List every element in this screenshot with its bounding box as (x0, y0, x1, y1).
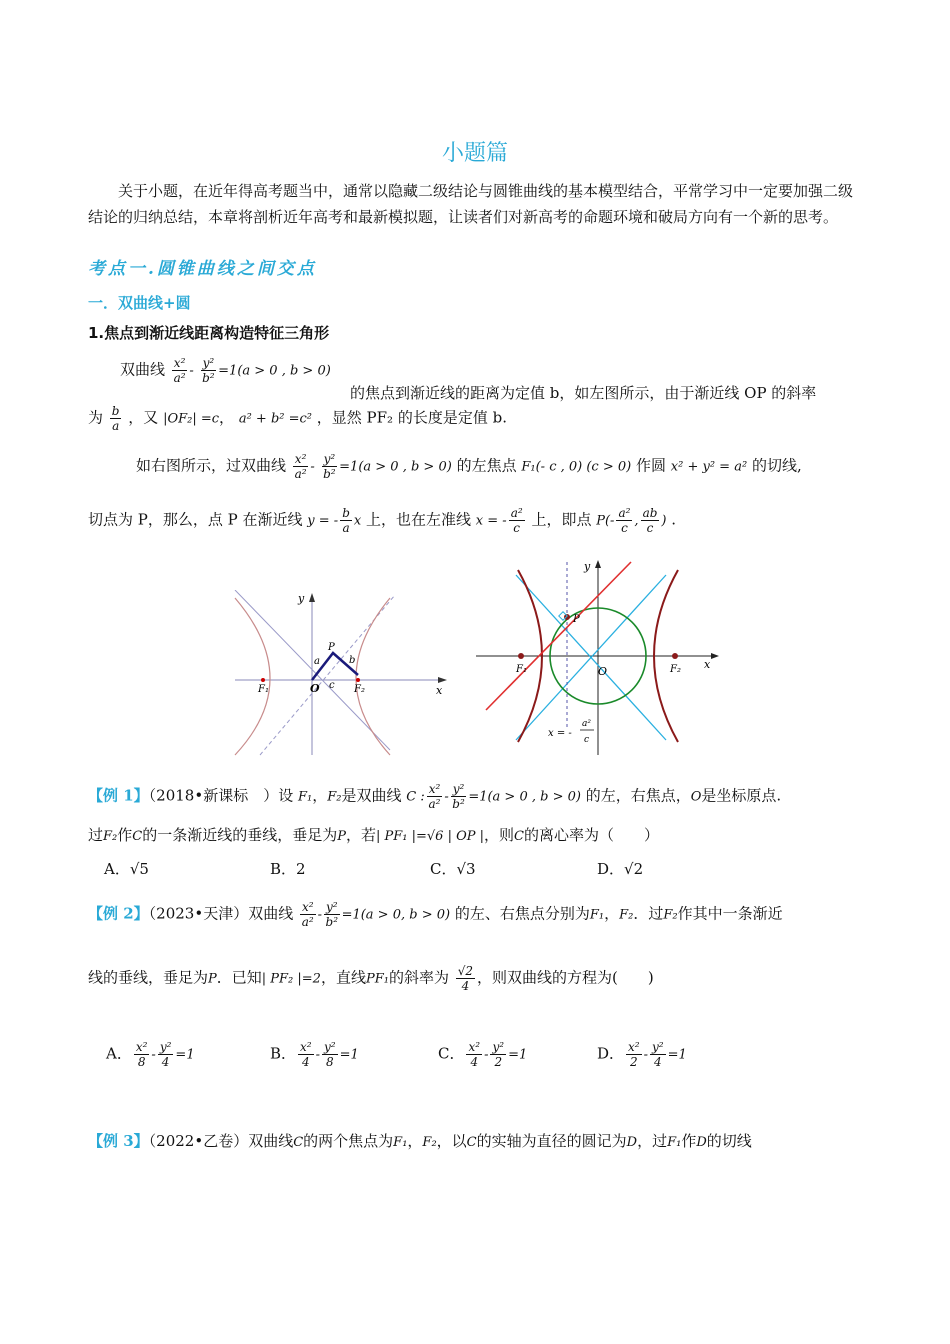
ex1-option-d: D．√2 (597, 860, 644, 878)
left-figure (230, 590, 450, 760)
fig1-f2: F₂ (354, 684, 365, 695)
example3-line1: 【例 3】（2022•乙卷）双曲线C的两个焦点为F₁，F₂，以C的实轴为直径的圆记为D，过F₁作D的切线 (88, 1132, 752, 1150)
ex1-option-a: A．√5 (104, 860, 149, 878)
example2-line2: 线的垂线，垂足为P．已知| PF₂ |=2，直线PF₁的斜率为 $\frac{√2}{4}$ ，则双曲线的方程为( ) (88, 964, 654, 993)
subsection-heading: 一．双曲线+圆 (88, 294, 191, 312)
example2-line1: 【例 2】（2023•天津）双曲线 $\frac{\text{x²}}{\text{a²}}$ - $\frac{\text{y²}}{\text{b²}}$ =1(a > 0, b > 0) 的左、右焦点分别为F₁，F₂．过F₂作其中一条渐近 (88, 900, 783, 929)
ex2-option-c: C． $\frac{\text{x²}}{4}$ - $\frac{\text{y²}}{2}$ =1 (438, 1040, 528, 1069)
p1-line2: 为 $\frac{b}{a}$ ，又 |OF₂| =c， a² + b² =c² ，显然 PF₂ 的长度是定值 b. (88, 404, 507, 433)
ex2-option-d: D． $\frac{\text{x²}}{2}$ - $\frac{\text{y²}}{4}$ =1 (597, 1040, 687, 1069)
ex1-option-c: C．√3 (430, 860, 476, 878)
fig1-b: b (349, 655, 356, 666)
example1-line2: 过F₂作C的一条渐近线的垂线，垂足为P，若| PF₁ |=√6 | OP |，则C的离心率为（ ） (88, 826, 659, 844)
fig1-a: a (314, 656, 320, 667)
p1-line1: 双曲线 $\frac{\text{x²}}{\text{a²}}$ - $\frac{\text{y²}}{\text{b²}}$ =1(a > 0 , b > 0) (120, 356, 331, 385)
fig1-f1: F₁ (258, 684, 269, 695)
fig2-p: P (573, 614, 580, 625)
ex2-option-a: A． $\frac{\text{x²}}{8}$ - $\frac{\text{y²}}{4}$ =1 (106, 1040, 195, 1069)
p3-line: 切点为 P，那么，点 P 在渐近线 y = - $\frac{b}{a}$ x 上，也在左准线 x = - $\frac{\text{a²}}{c}$ 上，即点 P(- $\frac{\text{a²}}{c}$ , $\frac{ab}{c}$ ) . (88, 506, 677, 535)
fig2-f2: F₂ (670, 664, 681, 675)
example1-line1: 【例 1】（2018•新课标 ）设 F₁，F₂是双曲线 C : $\frac{\text{x²}}{\text{a²}}$ - $\frac{\text{y²}}{\text{b²}}$ =1(a > 0 , b > 0) 的左，右焦点，O是坐标原点. (88, 782, 782, 811)
fig2-directrix: x = - (548, 728, 572, 739)
fig1-y-label: y (298, 592, 305, 605)
svg-text:a²: a² (582, 719, 591, 729)
fig2-x-label: x (704, 658, 711, 671)
fig1-x-label: x (436, 684, 443, 697)
intro-paragraph: 关于小题，在近年得高考题当中，通常以隐藏二级结论与圆锥曲线的基本模型结合，平常学习中一定要加强二级结论的归纳总结，本章将剖析近年高考和最新模拟题，让读者们对新高考的命题环境和破局方向有一个新的思考。 (88, 182, 854, 226)
p1-text-b: 的焦点到渐近线的距离为定值 b，如左图所示，由于渐近线 OP 的斜率 (350, 384, 817, 402)
frac-x2a2: $\frac{\text{x²}}{\text{a²}}$ (173, 356, 186, 385)
fig2-origin: O (598, 665, 608, 678)
p2-line: 如右图所示，过双曲线 $\frac{\text{x²}}{\text{a²}}$ - $\frac{\text{y²}}{\text{b²}}$ =1(a > 0 , b > 0) 的左焦点 F₁(- c , 0) (c > 0) 作圆 x² + y² = a² 的切线, (136, 452, 802, 481)
fig1-origin: O (310, 682, 320, 695)
frac-ba: $\frac{b}{a}$ (111, 404, 120, 433)
right-figure (476, 560, 721, 760)
section-heading: 考点一.圆锥曲线之间交点 (88, 259, 317, 279)
ex1-option-b: B．2 (270, 860, 306, 878)
fig2-y-label: y (584, 560, 591, 573)
ex2-option-b: B． $\frac{\text{x²}}{4}$ - $\frac{\text{y²}}{8}$ =1 (270, 1040, 359, 1069)
fig1-p: P (328, 642, 335, 653)
fig1-c: c (329, 680, 335, 691)
page-title: 小题篇 (441, 141, 508, 166)
fig2-f1: F₁ (516, 664, 527, 675)
frac-y2b2: $\frac{\text{y²}}{\text{b²}}$ (202, 356, 215, 385)
svg-text:c: c (584, 735, 590, 745)
item-heading: 1.焦点到渐近线距离构造特征三角形 (88, 324, 330, 342)
